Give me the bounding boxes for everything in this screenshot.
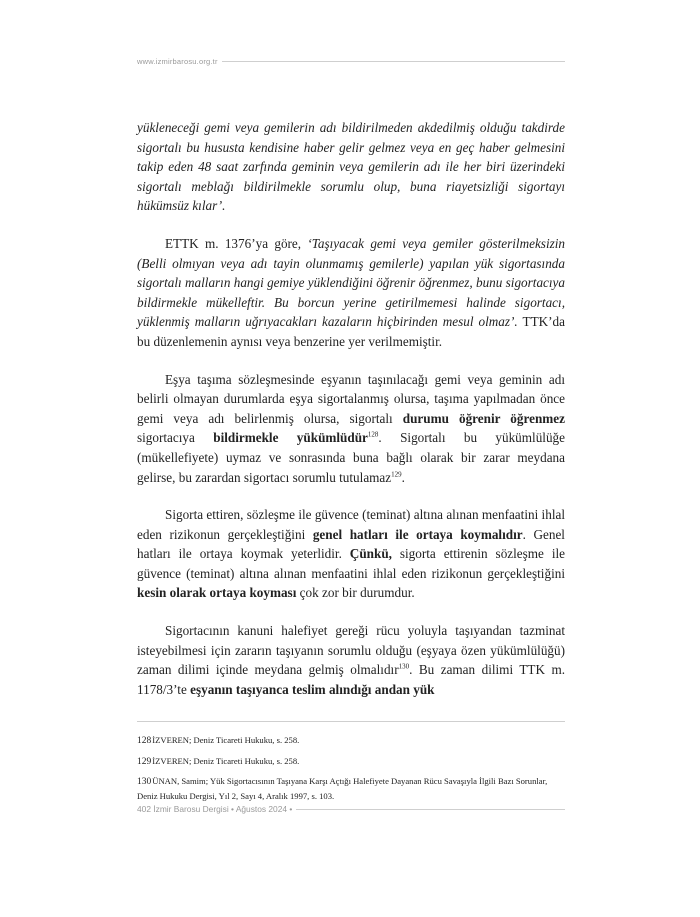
footnotes	[137, 734, 565, 809]
paragraph-5	[137, 621, 565, 699]
p3-text-b: sigortacıya	[137, 430, 214, 446]
p3-text-c: . Sigortalı bu yükümlülüğe (mükellefiyete) uymaz ve sonrasında buna bağlı olarak bir zarar meydana gelirse, bu zarardan sigortacı sorumlu tutulamaz	[137, 430, 565, 485]
paragraph-4	[137, 505, 565, 603]
footnote-text: İZVEREN; Deniz Ticareti Hukuku, s. 258.	[152, 755, 300, 766]
footnote-129	[137, 755, 565, 770]
p2-quote: ‘Taşıyacak gemi veya gemiler gösterilmeksizin (Belli olmıyan veya adı tayin olunmamış gemilerle) yapılan yük sigortasında sigortalı malların hangi gemiye yüklendiğini öğrenir öğrenmez, bunu sigortacıya bildirmekle mükelleftir. Bu borcun yerine getirilmemesi halinde sigortacı, yüklenmiş malların uğrıyacakları kazaların hiçbirinden mesul olmaz’.	[137, 235, 565, 330]
footnote-128	[137, 734, 565, 749]
footer-text: 402 İzmir Barosu Dergisi • Ağustos 2024 •	[137, 804, 293, 814]
p2-intro: ETTK m. 1376’ya göre,	[165, 235, 308, 251]
footnote-ref-130[interactable]: 130	[398, 662, 410, 671]
p5-text-a: Sigortacının kanuni halefiyet gereği rücu yoluyla taşıyandan tazminat isteyebilmesi için zararın taşıyanın sorumlu olduğu (eşyaya özen yükümlülüğü) zaman dilimi içinde meydana gelmiş olmalıdır	[137, 623, 565, 678]
paragraph-2	[137, 234, 565, 352]
p4-text-c: sigorta ettirenin sözleşme ile güvence (teminat) altına alınan menfaatini ihlal eden rizikonun gerçekleştiğini	[137, 546, 565, 581]
footnote-separator	[137, 721, 565, 722]
footnote-ref-129[interactable]: 129	[391, 470, 402, 479]
page-body	[137, 118, 565, 699]
footnote-number: 129	[137, 756, 152, 767]
p5-text-b: . Bu zaman dilimi TTK m. 1178/3’te	[137, 662, 565, 697]
p3-bold-a: durumu öğrenir öğrenmez	[402, 410, 565, 426]
paragraph-1	[137, 118, 565, 216]
p4-text-b: . Genel hatları ile ortaya koymak yeterlidir.	[137, 526, 565, 562]
footnote-text: ÜNAN, Samim; Yük Sigortacısının Taşıyana Karşı Açtığı Halefiyete Dayanan Rücu Savaşıyla İlgili Bazı Sorunlar, Deniz Hukuku Dergisi, Yıl 2, Sayı 4, Aralık 1997, s. 103.	[137, 776, 548, 801]
paragraph-3	[137, 370, 565, 488]
p4-text-d: çok zor bir durumdur.	[296, 585, 415, 601]
page-footer	[137, 803, 565, 815]
p2-end: TTK’da bu düzenlemenin aynısı veya benzerine yer verilmemiştir.	[137, 314, 565, 349]
p3-text-d: .	[401, 469, 405, 485]
footnote-number: 130	[137, 777, 152, 788]
p5-bold-a: eşyanın taşıyanca teslim alındığı andan yük	[190, 681, 435, 697]
p4-bold-a: genel hatları ile ortaya koymalıdır	[312, 526, 523, 542]
footer-rule	[296, 809, 565, 810]
p4-bold-b: Çünkü,	[349, 546, 392, 562]
header-rule	[222, 61, 565, 62]
header-url: www.izmirbarosu.org.tr	[137, 56, 218, 66]
footnote-text: İZVEREN; Deniz Ticareti Hukuku, s. 258.	[152, 735, 300, 745]
footnote-ref-128[interactable]: 128	[367, 430, 379, 439]
footnote-130	[137, 775, 565, 803]
page-header	[137, 55, 565, 67]
footnote-number: 128	[137, 736, 152, 746]
p3-text-a: Eşya taşıma sözleşmesinde eşyanın taşınılacağı gemi veya geminin adı belirli olmayan durumlarda eşya sigortalanmış olursa, taşıma yapılmadan önce gemi veya adı belirlenmiş olursa, sigortalı	[137, 371, 565, 426]
p4-text-a: Sigorta ettiren, sözleşme ile güvence (teminat) altına alınan menfaatini ihlal eden rizikonun gerçekleştiğini	[137, 507, 565, 542]
quote-continuation: yükleneceği gemi veya gemilerin adı bildirilmeden akdedilmiş olduğu takdirde sigortalı bu hususta kendisine haber gelir gelmez veya en geç haber gelmesini takip eden 48 saat zarfında geminin veya gemilerin adı ile her biri üzerindeki sigortalı meblağı bildirilmekle sorumlu olup, buna riayetsizliği sigortayı hükümsüz kılar’.	[137, 120, 565, 214]
p4-bold-c: kesin olarak ortaya koyması	[137, 585, 297, 601]
p3-bold-b: bildirmekle yükümlüdür	[213, 430, 368, 446]
